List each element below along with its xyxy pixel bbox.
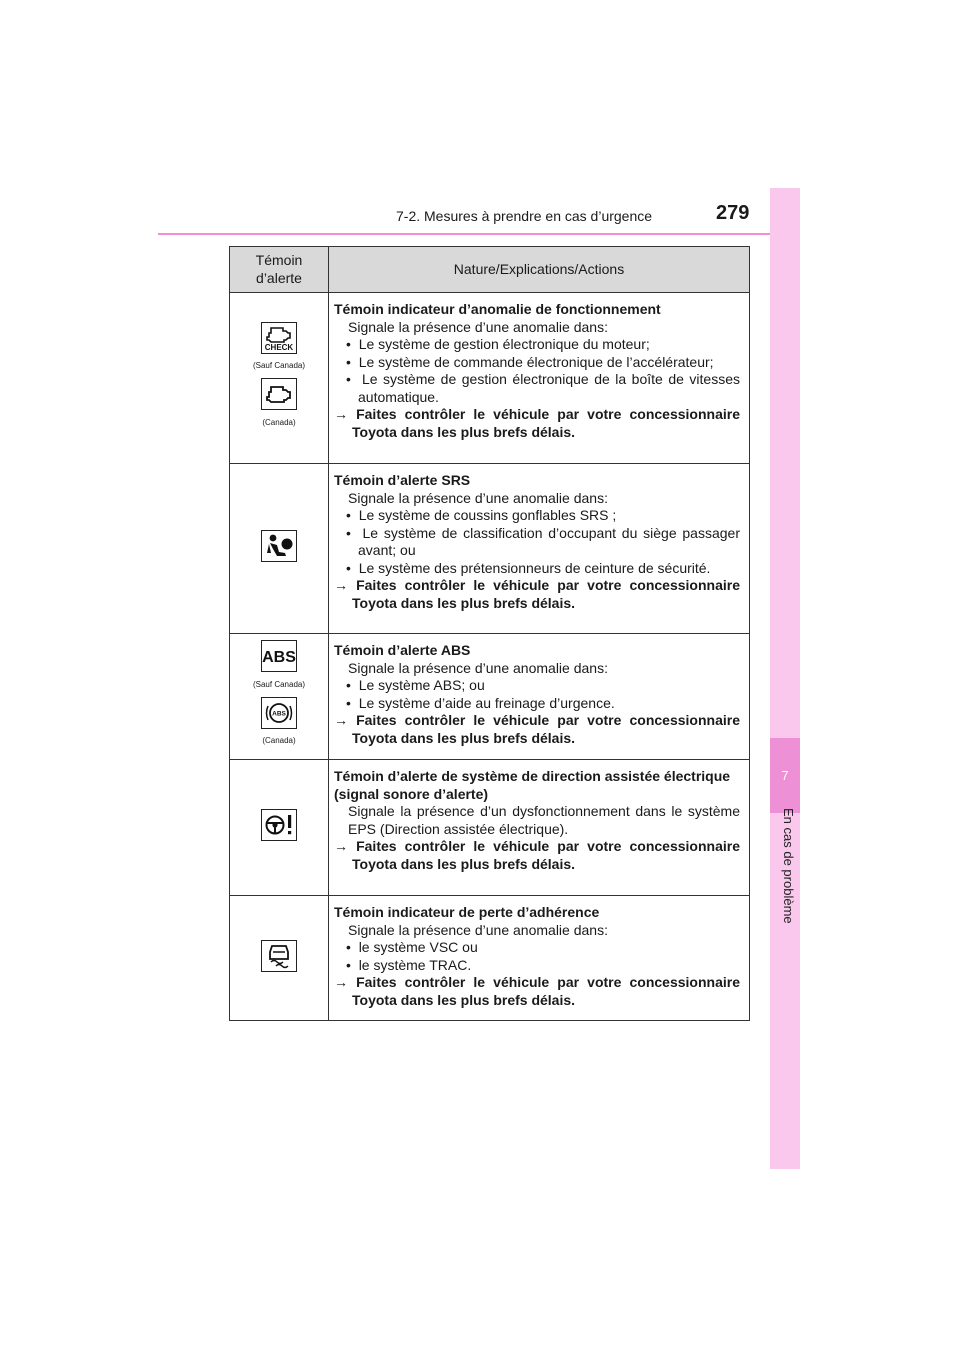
indicator-cell [230, 760, 329, 896]
action-text: → Faites contrôler le véhicule par votre concessionnaire Toyota dans les plus brefs délais. [334, 406, 740, 440]
list-item: • Le système des prétensionneurs de ceinture de sécurité. [346, 559, 711, 576]
abs-text-icon [261, 640, 297, 672]
eps-steering-icon [261, 809, 297, 841]
warning-title: Témoin indicateur d’anomalie de fonctionnement [334, 301, 661, 317]
svg-text:ABS: ABS [262, 649, 296, 666]
action-text: → Faites contrôler le véhicule par votre concessionnaire Toyota dans les plus brefs délais. [334, 712, 740, 746]
description-cell [329, 760, 750, 896]
warning-intro: Signale la présence d’une anomalie dans: [348, 921, 608, 938]
col-header-description: Nature/Explications/Actions [329, 247, 750, 293]
list-item: • Le système de classification d’occupant du siège passager avant; ou [346, 524, 740, 558]
warning-intro: Signale la présence d’une anomalie dans: [348, 489, 608, 506]
action-text: → Faites contrôler le véhicule par votre concessionnaire Toyota dans les plus brefs délais. [334, 838, 740, 872]
warning-intro: Signale la présence d’un dysfonctionnement dans le système EPS (Direction assistée électrique). [348, 803, 740, 837]
svg-text:ABS: ABS [272, 710, 286, 717]
list-item: • Le système de gestion électronique du moteur; [346, 336, 650, 352]
check-engine-icon [261, 322, 297, 354]
warning-lights-table [229, 246, 750, 1021]
srs-airbag-icon [261, 530, 297, 562]
table-row [230, 634, 750, 760]
description-cell [329, 896, 750, 1021]
abs-circle-icon [261, 697, 297, 729]
list-item: • Le système de gestion électronique de la boîte de vitesses automatique. [346, 371, 740, 405]
list-item: • le système VSC ou [346, 939, 478, 955]
description-cell [329, 464, 750, 634]
description-cell [329, 293, 750, 464]
warning-title: Témoin d’alerte ABS [334, 642, 471, 658]
warning-subtitle: (signal sonore d’alerte) [334, 785, 489, 802]
icon-caption: (Sauf Canada) [252, 679, 306, 689]
icon-caption: (Sauf Canada) [252, 361, 306, 370]
chapter-side-tab [770, 188, 800, 1169]
warning-intro: Signale la présence d’une anomalie dans: [348, 659, 608, 676]
list-item: • Le système de commande électronique de l’accélérateur; [346, 353, 714, 370]
section-title: 7-2. Mesures à prendre en cas d’urgence [396, 208, 653, 224]
page-number: 279 [716, 202, 750, 224]
table-row [230, 760, 750, 896]
list-item: • Le système de coussins gonflables SRS ; [346, 507, 617, 523]
header-rule [158, 233, 770, 235]
svg-text:CHECK: CHECK [264, 342, 294, 352]
table-row [230, 464, 750, 634]
chapter-label: En cas de problème [781, 808, 796, 924]
icon-caption: (Canada) [262, 736, 296, 745]
warning-intro: Signale la présence d’une anomalie dans: [348, 318, 608, 335]
list-item: • Le système ABS; ou [346, 677, 485, 693]
list-item: • le système TRAC. [346, 956, 472, 973]
icon-caption: (Canada) [262, 417, 296, 427]
indicator-cell [230, 896, 329, 1021]
list-item: • Le système d’aide au freinage d’urgence. [346, 694, 615, 711]
table-header-row [230, 247, 750, 293]
table-row [230, 293, 750, 464]
col-header-indicator: Témoin d’alerte [230, 247, 329, 293]
action-text: → Faites contrôler le véhicule par votre concessionnaire Toyota dans les plus brefs délais. [334, 577, 740, 611]
slip-indicator-icon [261, 940, 297, 972]
engine-icon [261, 378, 297, 410]
action-text: → Faites contrôler le véhicule par votre concessionnaire Toyota dans les plus brefs délais. [334, 974, 740, 1008]
chapter-number: 7 [781, 768, 789, 783]
table-row [230, 896, 750, 1021]
indicator-cell [230, 634, 329, 760]
description-cell [329, 634, 750, 760]
warning-title: Témoin indicateur de perte d’adhérence [334, 904, 600, 920]
indicator-cell [230, 293, 329, 464]
indicator-cell [230, 464, 329, 634]
warning-title: Témoin d’alerte SRS [334, 472, 471, 488]
warning-title: Témoin d’alerte de système de direction assistée électrique [334, 768, 731, 784]
